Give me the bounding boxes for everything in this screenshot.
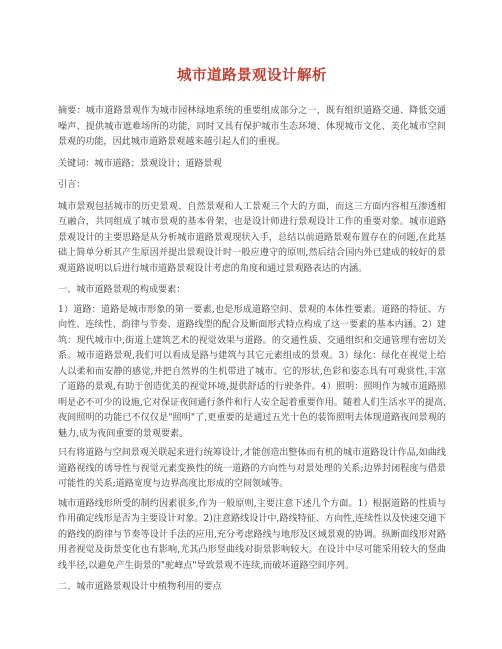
keywords-line: 关键词：城市道路；景观设计；道路景观 [58,158,222,169]
section-1-paragraph-elements: 1）道路：道路是城市形象的第一要素,也是形成道路空间、景观的本体性要素。道路的特征、方向性、连续性、韵律与节奏、道路线型的配合及断面形式特点构成了这一要素的基本内涵。2）建筑：现代城市中,街道上建筑艺术的视觉效果与道路。的交通性质、交通组织和交通管理有密切关系。城市道路景观,我们可以看成是路与建筑与其它元素组成的景观。3）绿化：绿化在视觉上给人以柔和而安静的感觉,并把自然界的生机带进了城市。它的形状,色彩和姿态具有可观赏性,丰富了道路的景观,有助于创造优美的视觉环境,提供舒适的行驶条件。4）照明：照明作为城市道路照明是必不可少的设施,它对保证夜间通行条件和行人安全起着重要作用。随着人们生活水平的提高,夜间照明的功能已不仅仅是"照明"了,更重要的是通过五光十色的装饰照明去体现道路夜间景观的魅力,成为夜间重要的景观要素。 [58,304,446,439]
section-1-heading: 一、城市道路景观的构成要素： [58,285,186,295]
intro-paragraph: 城市景观包括城市的历史景观、自然景观和人工景观三个大的方面，而这三方面内容相互渗透相互融合，共同组成了城市景观的基本骨架，也是设计师进行景观设计工作的重要对象。城市道路景观设计的主要思路是从分析城市道路景观现状入手，总结以前道路景观布置存在的问题,在此基础上简单分析其产生原因并提出景观设计时一般应遵守的原则,然后结合国内外已建成的较好的景观道路说明以后进行城市道路景观设计考虑的角度和通过景观路表达的内涵。 [58,201,446,274]
section-2-heading: 二、城市道路景观设计中植物利用的要点 [58,582,222,592]
abstract-paragraph: 摘要：城市道路景观作为城市园林绿地系统的重要组成部分之一，既有组织道路交通、降低交通噪声、提供城市遮难场所的功能，同时又具有保护城市生态环境、体现城市文化、美化城市空间景观的功能，因此城市道路景观越来越引起人们的重视。 [58,106,446,147]
document-title: 城市道路景观设计解析 [177,68,327,84]
intro-label: 引言： [58,180,86,190]
section-1-paragraph-integration: 只有将道路与空间景观关联起来进行统筹设计,才能创造出整体而有机的城市道路设计作品,如曲线道路视线的诱导性与视觉元素变换性的统一道路的方向性与对景处理的关系;边界封闭程度与借景可能性的关系;道路宽度与边界高度比形成的空间领域等。 [58,448,446,489]
section-1-paragraph-alignment: 城市道路线形所受的制约因素很多,作为一般原则,主要注意下述几个方面。1）根据道路的性质与作用确定线形是否为主要设计对象。2)注意路线设计中,路线特征、方向性,连续性以及快速交通下的路线的韵律与节奏等设计手法的应用,充分考虑路线与地形及区域景观的协调。纵断面线形对路用者视觉及街景变化也有影响,尤其凸形竖曲线对街景影响较大。在设计中尽可能采用较大的竖曲线半径,以避免产生街景的"驼峰点"导致景观不连续,而破坏道路空间序列。 [58,498,446,571]
